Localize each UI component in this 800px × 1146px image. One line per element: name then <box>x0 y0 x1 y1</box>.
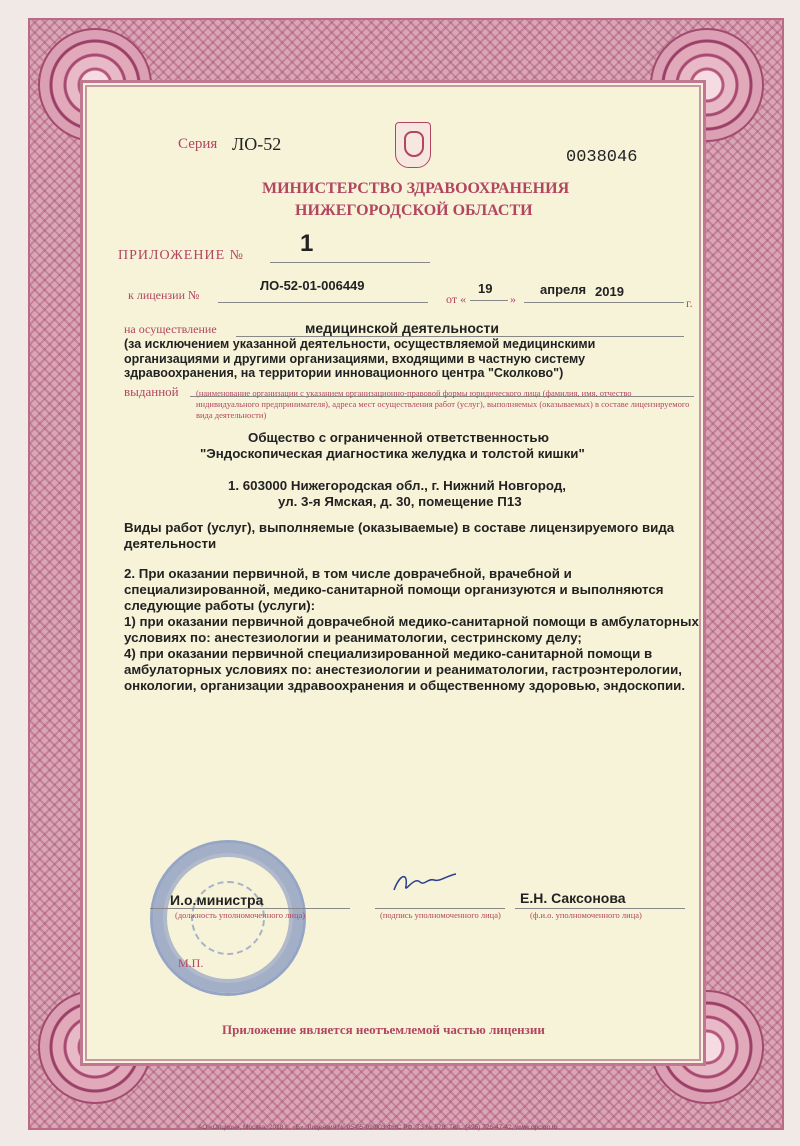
date-year: 2019 <box>595 284 624 299</box>
activity-value: медицинской деятельности <box>305 320 500 336</box>
services-line: 2. При оказании первичной, в том числе доврачебной, врачебной и <box>124 566 572 581</box>
position-hint: (должность уполномоченного лица) <box>175 910 306 920</box>
signatory-name: Е.Н. Саксонова <box>520 890 626 906</box>
name-line <box>515 908 685 909</box>
seria-value: ЛО-52 <box>232 134 282 154</box>
appendix-number-line <box>270 262 430 263</box>
services-line: 4) при оказании первичной специализированной медико-санитарной помощи в <box>124 646 653 661</box>
name-hint: (ф.и.о. уполномоченного лица) <box>530 910 642 920</box>
services-line: 1) при оказании первичной доврачебной медико-санитарной помощи в амбулаторных <box>124 614 699 629</box>
sign-hint: (подпись уполномоченного лица) <box>380 910 501 920</box>
activity-note: (за исключением указанной деятельности, осуществляемой медицинскими организациями и другими организациями, входящими в частную систему здравоохранения, на территории инновационного центра "Сколково") <box>124 337 596 380</box>
license-number-line <box>218 302 428 303</box>
ministry-title-line1: МИНИСТЕРСТВО ЗДРАВООХРАНЕНИЯ <box>262 180 570 197</box>
coat-of-arms-icon <box>395 122 431 168</box>
footer-note: Приложение является неотъемлемой частью лицензии <box>222 1022 545 1037</box>
issued-hint: (наименование организации с указанием организационно-правовой формы юридического лица (фамилия, имя, отчество индивидуального предпринимателя), адреса мест осуществления работ (услуг), выполняемых (оказываемых) в составе лицензируемого вида деятельности) <box>196 388 690 420</box>
date-day: 19 <box>478 281 493 296</box>
position-line <box>150 908 350 909</box>
org-name-line1: Общество с ограниченной ответственностью <box>248 430 549 445</box>
date-day-close: » <box>510 292 516 306</box>
document-number: 0038046 <box>566 148 638 167</box>
org-name-line2: "Эндоскопическая диагностика желудка и толстой кишки" <box>200 446 585 461</box>
services-line: специализированной, медико-санитарной помощи организуются и выполняются <box>124 582 664 597</box>
printer-imprint: АО «Опцион», Москва, 2018 г., «Б». Лицензия № 05-05-09/003 ФНС РФ. ТЗ № 578. Тел.: (495) 726-47-42, www.opcion.ru <box>198 1124 558 1131</box>
services-line: следующие работы (услуги): <box>124 598 316 613</box>
day-line <box>470 300 508 301</box>
handwritten-signature <box>390 868 460 898</box>
services-line: онкологии, организации здравоохранения и общественному здоровью, эндоскопии. <box>124 678 686 693</box>
license-label: к лицензии № <box>128 288 200 302</box>
appendix-number: 1 <box>300 230 314 257</box>
sign-line <box>375 908 505 909</box>
services-heading-line2: деятельности <box>124 536 217 551</box>
month-line <box>524 302 684 303</box>
issued-label: выданной <box>124 384 179 399</box>
services-heading-line1: Виды работ (услуг), выполняемые (оказываемые) в составе лицензируемого вида <box>124 520 675 535</box>
date-month: апреля <box>540 282 587 297</box>
year-suffix: г. <box>686 296 693 310</box>
appendix-label: ПРИЛОЖЕНИЕ № <box>118 248 244 263</box>
signatory-position: И.о.министра <box>170 892 264 908</box>
stamp-place-label: М.П. <box>178 956 204 970</box>
activity-label: на осуществление <box>124 322 217 336</box>
seria-label: Серия <box>178 136 218 152</box>
services-line: амбулаторных условиях по: анестезиологии и реаниматологии, гастроэнтерологии, <box>124 662 682 677</box>
ministry-title-line2: НИЖЕГОРОДСКОЙ ОБЛАСТИ <box>295 202 533 219</box>
date-from-label: от « <box>446 292 467 306</box>
license-number: ЛО-52-01-006449 <box>260 278 365 293</box>
address-line2: ул. 3-я Ямская, д. 30, помещение П13 <box>278 494 522 509</box>
address-line1: 1. 603000 Нижегородская обл., г. Нижний Новгород, <box>228 478 566 493</box>
services-line: условиях по: анестезиологии и реаниматологии, сестринскому делу; <box>124 630 582 645</box>
